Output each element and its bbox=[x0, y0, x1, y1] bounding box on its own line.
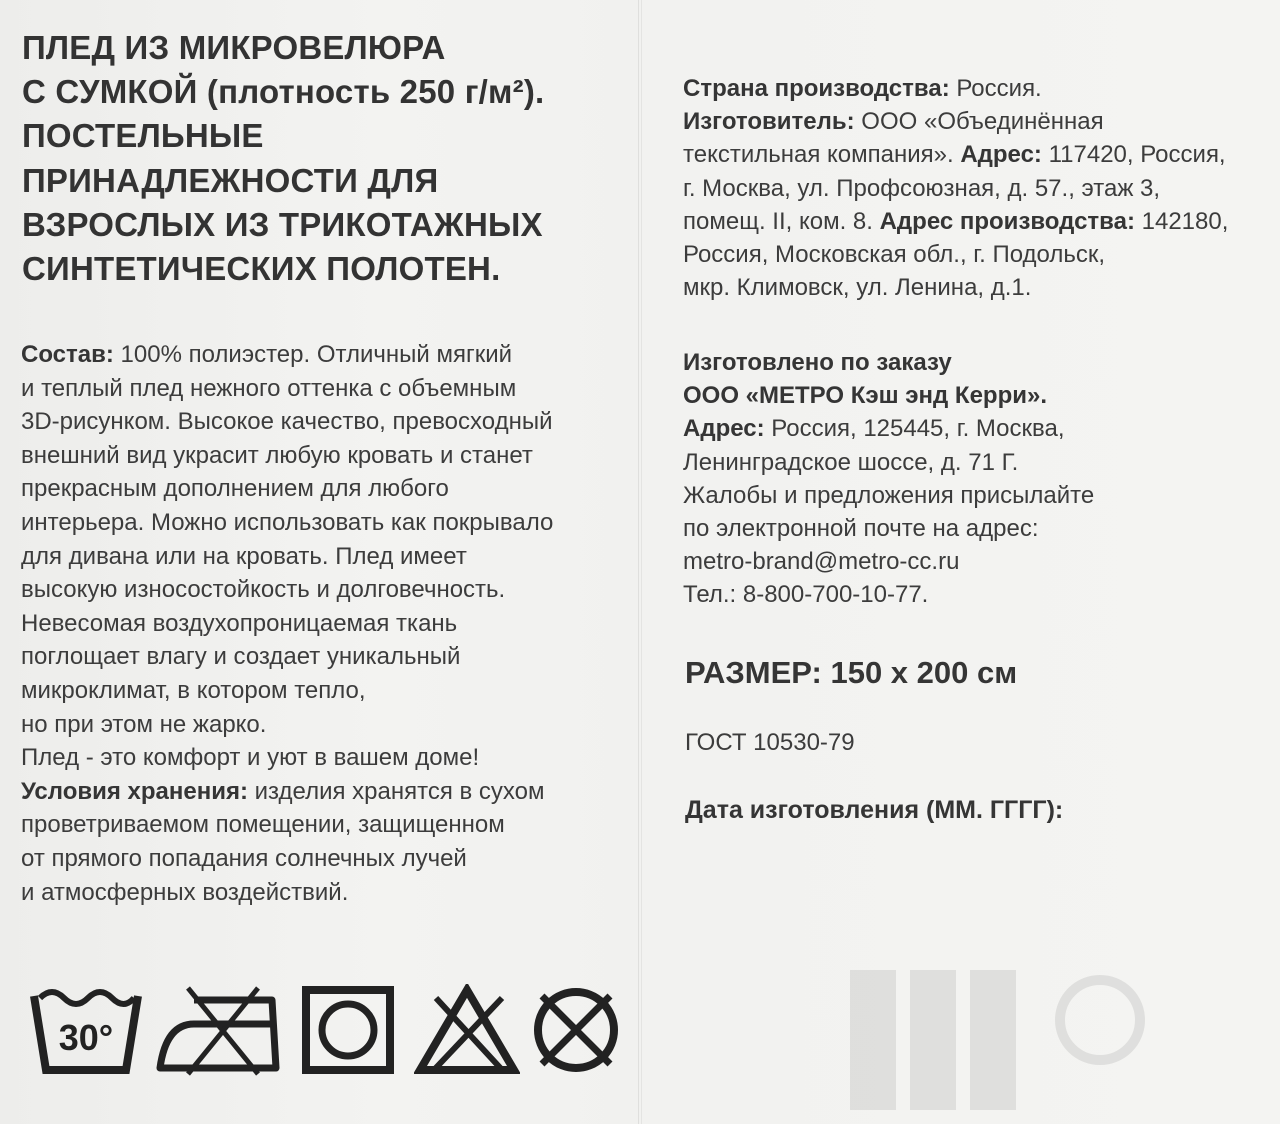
title-line: ПРИНАДЛЕЖНОСТИ ДЛЯ bbox=[22, 161, 439, 199]
address-line bbox=[683, 138, 1273, 171]
storage-line: проветриваемом помещении, защищенном bbox=[21, 811, 505, 839]
email-address: metro-brand@metro-cc.ru bbox=[683, 548, 960, 576]
manufacturer-value-cont: текстильная компания». bbox=[683, 141, 961, 169]
composition-line: внешний вид украсит любую кровать и станет bbox=[21, 441, 533, 469]
country-line bbox=[683, 72, 1273, 105]
composition-line: но при этом не жарко. bbox=[21, 710, 267, 738]
complaints-line: Жалобы и предложения присылайте bbox=[683, 481, 1095, 509]
complaints-line-2: по электронной почте на адрес: bbox=[683, 515, 1039, 543]
storage-line: и атмосферных воздействий. bbox=[21, 878, 349, 906]
tumble-dry-icon bbox=[300, 984, 396, 1076]
composition-line: Невесомая воздухопроницаемая ткань bbox=[21, 609, 458, 637]
panel-fold bbox=[638, 0, 642, 1124]
composition-value: 100% полиэстер. Отличный мягкий bbox=[113, 341, 513, 368]
manufacturer-line bbox=[683, 105, 1273, 138]
no-bleach-icon bbox=[414, 984, 520, 1076]
title-line: ВЗРОСЛЫХ ИЗ ТРИКОТАЖНЫХ bbox=[22, 205, 543, 243]
order-address-line bbox=[683, 412, 1273, 445]
wash-30-icon bbox=[30, 984, 142, 1076]
order-section bbox=[683, 346, 1273, 612]
composition-line: высокую износостойкость и долговечность. bbox=[21, 576, 506, 604]
address-value: 117420, Россия, bbox=[1041, 141, 1226, 169]
address-line-2: г. Москва, ул. Профсоюзная, д. 57., этаж 3, bbox=[683, 174, 1161, 202]
storage-first-line bbox=[21, 775, 631, 809]
no-iron-icon bbox=[154, 984, 286, 1076]
order-line-2 bbox=[683, 379, 1273, 412]
composition-line: интерьера. Можно использовать как покрывало bbox=[21, 508, 554, 536]
production-label: Адрес производства: bbox=[879, 207, 1135, 235]
storage-label: Условия хранения: bbox=[21, 777, 248, 805]
storage-value: изделия хранятся в сухом bbox=[247, 777, 545, 805]
composition-line: для дивана или на кровать. Плед имеет bbox=[21, 542, 467, 570]
country-label: Страна производства: bbox=[683, 75, 950, 102]
manufacturer-label: Изготовитель: bbox=[683, 108, 855, 136]
show-through-marks bbox=[850, 960, 1150, 1124]
address-label: Адрес: bbox=[960, 141, 1042, 169]
composition-line: поглощает влагу и создает уникальный bbox=[21, 643, 461, 671]
manufacturer-value: ООО «Объединённая bbox=[854, 108, 1104, 136]
wash-temp-label: 30° bbox=[58, 1017, 114, 1058]
care-symbols bbox=[30, 984, 630, 1084]
country-value: Россия. bbox=[949, 75, 1042, 102]
title-line: С СУМКОЙ (плотность 250 г/м²). bbox=[22, 73, 545, 111]
order-address-line-2: Ленинградское шоссе, д. 71 Г. bbox=[683, 448, 1019, 476]
composition-line: микроклимат, в котором тепло, bbox=[21, 676, 366, 704]
manufacturer-section bbox=[683, 72, 1273, 304]
title-line: СИНТЕТИЧЕСКИХ ПОЛОТЕН. bbox=[22, 250, 501, 288]
production-line bbox=[683, 205, 1273, 238]
composition-line: и теплый плед нежного оттенка с объемным bbox=[21, 374, 517, 402]
composition-section bbox=[21, 338, 631, 909]
order-company: ООО «МЕТРО Кэш энд Керри». bbox=[683, 382, 1048, 410]
order-title: Изготовлено по заказу bbox=[683, 349, 952, 376]
no-dry-clean-icon bbox=[530, 984, 622, 1076]
title-line: ПЛЕД ИЗ МИКРОВЕЛЮРА bbox=[22, 29, 446, 66]
order-line-1 bbox=[683, 346, 1273, 379]
production-line-3: мкр. Климовск, ул. Ленина, д.1. bbox=[683, 274, 1032, 302]
composition-first-line bbox=[21, 338, 631, 372]
storage-line: от прямого попадания солнечных лучей bbox=[21, 844, 467, 872]
title-line: ПОСТЕЛЬНЫЕ bbox=[22, 117, 264, 155]
order-address-value: Россия, 125445, г. Москва, bbox=[764, 415, 1065, 443]
size-label: РАЗМЕР: 150 х 200 см bbox=[685, 655, 1018, 690]
product-title bbox=[22, 26, 622, 291]
address-value-cont: помещ. II, ком. 8. bbox=[683, 207, 880, 235]
manufacture-date-label: Дата изготовления (ММ. ГГГГ): bbox=[685, 796, 1064, 824]
composition-line: прекрасным дополнением для любого bbox=[21, 475, 449, 503]
composition-line: Плед - это комфорт и уют в вашем доме! bbox=[21, 744, 480, 772]
order-address-label: Адрес: bbox=[683, 415, 765, 443]
production-line-2: Россия, Московская обл., г. Подольск, bbox=[683, 241, 1106, 269]
composition-label: Состав: bbox=[21, 341, 114, 368]
production-value: 142180, bbox=[1134, 207, 1229, 235]
composition-line: 3D-рисунком. Высокое качество, превосходный bbox=[21, 408, 553, 436]
phone-number: Тел.: 8-800-700-10-77. bbox=[683, 581, 929, 609]
gost-label: ГОСТ 10530-79 bbox=[685, 729, 855, 756]
